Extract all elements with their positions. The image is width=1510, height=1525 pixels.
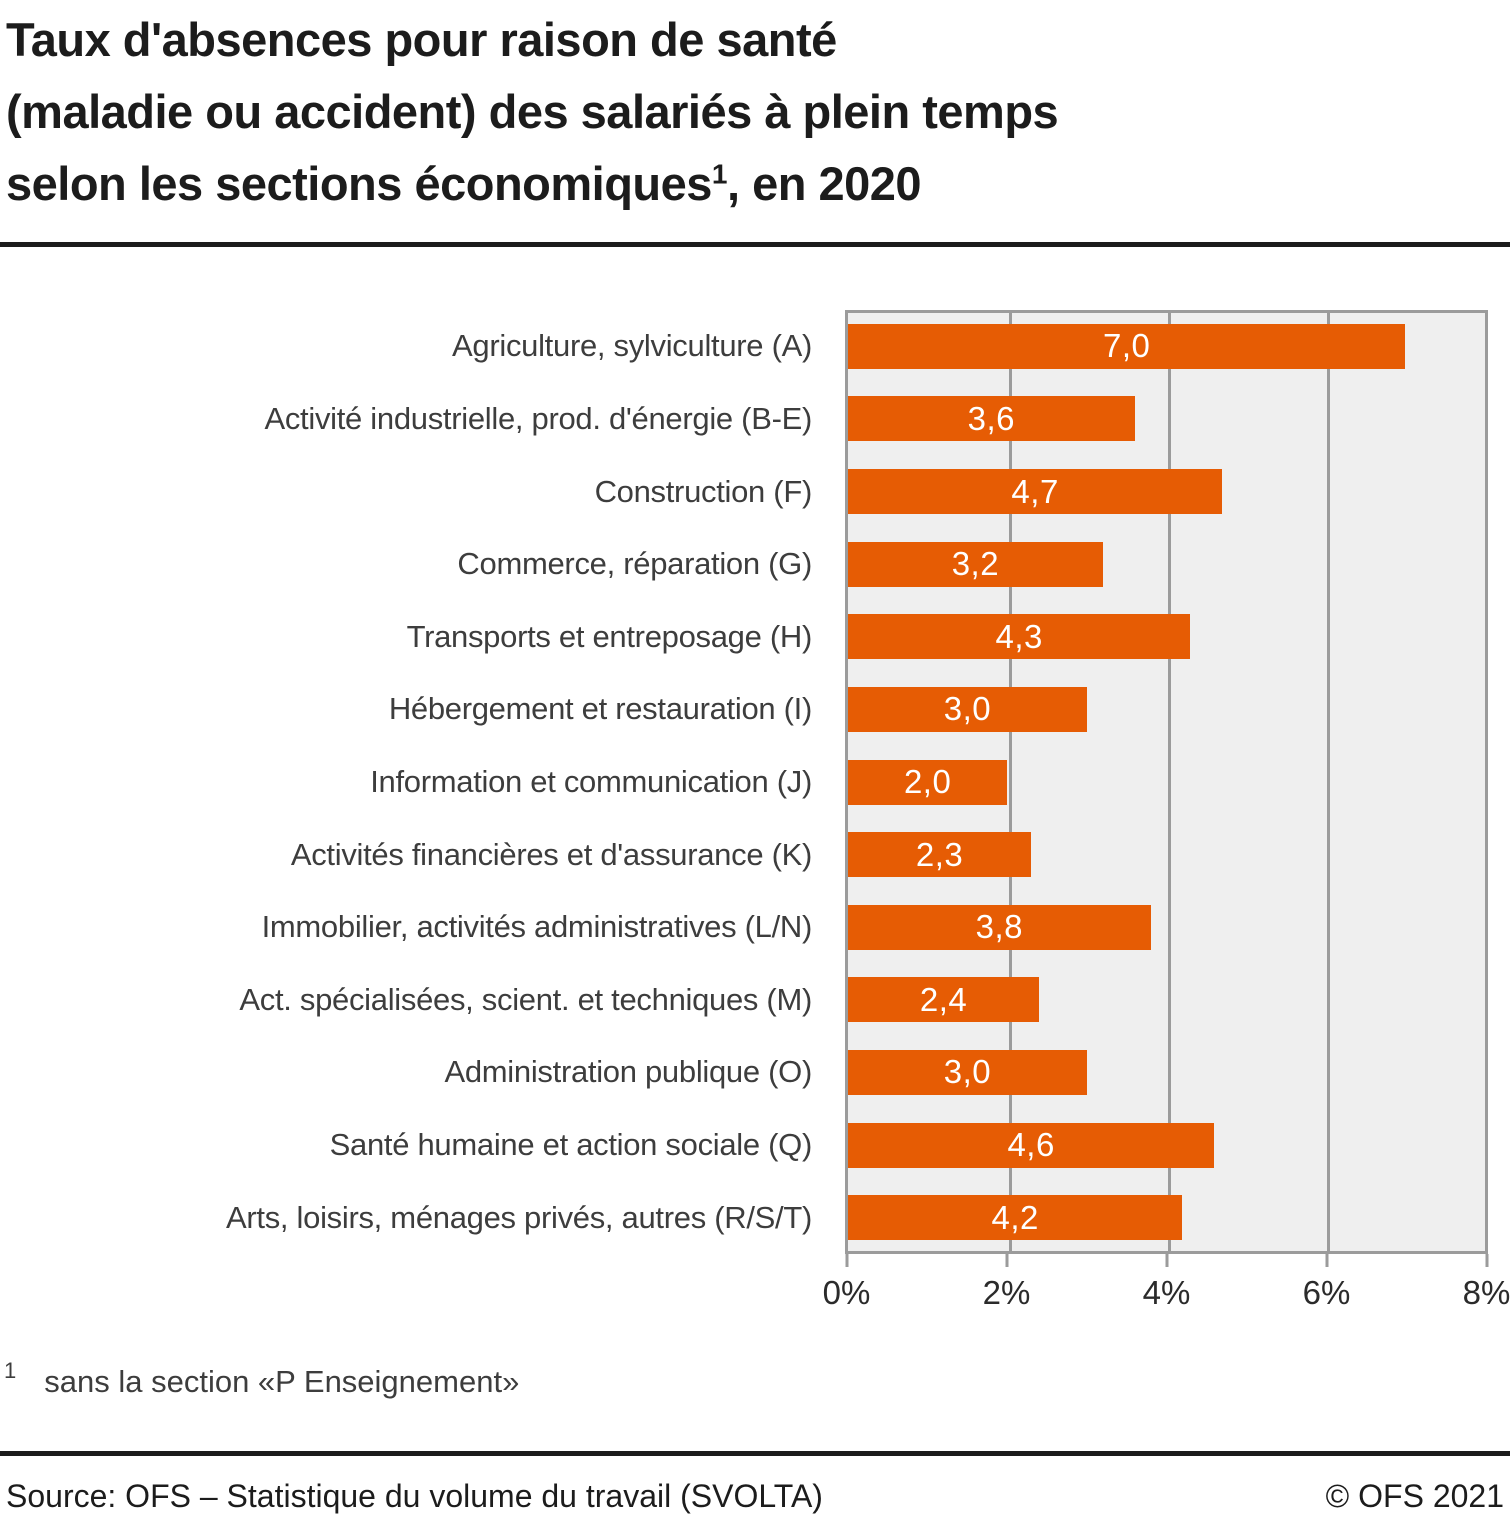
axis-tick-label: 6% xyxy=(1302,1274,1351,1311)
category-label: Administration publique (O) xyxy=(444,1054,812,1090)
bar-value-label: 4,3 xyxy=(995,617,1043,655)
bar xyxy=(848,324,1405,369)
bar xyxy=(848,687,1087,732)
bar xyxy=(848,614,1190,659)
footnote-text: sans la section «P Enseignement» xyxy=(44,1364,520,1399)
category-label: Act. spécialisées, scient. et techniques (M) xyxy=(239,981,812,1017)
bar xyxy=(848,1050,1087,1095)
bar-value-label: 2,3 xyxy=(915,835,964,873)
bar-value-label: 4,2 xyxy=(991,1198,1039,1236)
bar-value-label: 3,2 xyxy=(951,545,1000,583)
title-line1: Taux d'absences pour raison de santé xyxy=(6,13,837,66)
axis-tick xyxy=(1325,1254,1328,1267)
axis-tick xyxy=(1165,1254,1168,1267)
bar xyxy=(848,542,1103,587)
bar-value-label: 3,8 xyxy=(975,908,1023,946)
category-label: Immobilier, activités administratives (L/N) xyxy=(261,909,812,945)
axis-tick xyxy=(1485,1254,1488,1267)
bar xyxy=(848,1123,1214,1168)
footer-divider-line xyxy=(0,1451,1510,1456)
bar xyxy=(848,469,1222,514)
bar xyxy=(848,760,1007,805)
bar-value-label: 4,6 xyxy=(1007,1126,1055,1164)
chart-title xyxy=(6,4,1496,220)
bar-value-label: 4,7 xyxy=(1011,472,1059,510)
category-label: Arts, loisirs, ménages privés, autres (R/S/T) xyxy=(226,1199,812,1235)
bar-value-label: 3,0 xyxy=(943,690,992,728)
category-label: Activités financières et d'assurance (K) xyxy=(290,836,812,872)
category-label: Agriculture, sylviculture (A) xyxy=(452,328,812,364)
bar xyxy=(848,977,1039,1022)
footnote-reference: 1 xyxy=(711,158,727,190)
gridline-2pct xyxy=(1009,313,1012,1251)
category-label: Construction (F) xyxy=(594,473,812,509)
category-label: Transports et entreposage (H) xyxy=(406,618,812,654)
category-label: Information et communication (J) xyxy=(370,763,812,799)
bar-value-label: 2,4 xyxy=(919,980,968,1018)
bar-value-label: 3,6 xyxy=(967,399,1015,437)
bar-value-label: 7,0 xyxy=(1103,327,1151,365)
footer xyxy=(0,1478,1510,1515)
axis-tick-label: 4% xyxy=(1142,1274,1191,1311)
axis-tick xyxy=(1005,1254,1008,1267)
bar xyxy=(848,396,1135,441)
axis-tick-label: 2% xyxy=(982,1274,1031,1311)
title-line2: (maladie ou accident) des salariés à plein temps xyxy=(6,85,1059,138)
bar xyxy=(848,1195,1182,1240)
bar xyxy=(848,832,1031,877)
axis-tick-label: 0% xyxy=(822,1274,871,1311)
copyright-text: © OFS 2021 xyxy=(1325,1478,1504,1514)
title-line3: selon les sections économiques$^1$, en 2020 xyxy=(6,157,922,210)
bar-value-label: 2,0 xyxy=(903,763,952,800)
gridline-6pct xyxy=(1327,313,1330,1251)
category-label: Activité industrielle, prod. d'énergie (B-E) xyxy=(264,400,812,436)
gridline-4pct xyxy=(1168,313,1171,1251)
axis-tick-label: 8% xyxy=(1462,1274,1510,1311)
category-label: Commerce, réparation (G) xyxy=(457,546,812,582)
source-text: Source: OFS – Statistique du volume du travail (SVOLTA) xyxy=(6,1478,823,1514)
bar xyxy=(848,905,1151,950)
category-label: Santé humaine et action sociale (Q) xyxy=(329,1127,812,1163)
bar-value-label: 3,0 xyxy=(943,1053,992,1091)
axis-tick xyxy=(845,1254,848,1267)
bar-chart xyxy=(0,310,1510,1340)
title-divider-line xyxy=(0,242,1510,247)
category-label: Hébergement et restauration (I) xyxy=(388,691,812,727)
footnote xyxy=(4,1358,519,1400)
footnote-marker: 1 xyxy=(4,1358,17,1383)
